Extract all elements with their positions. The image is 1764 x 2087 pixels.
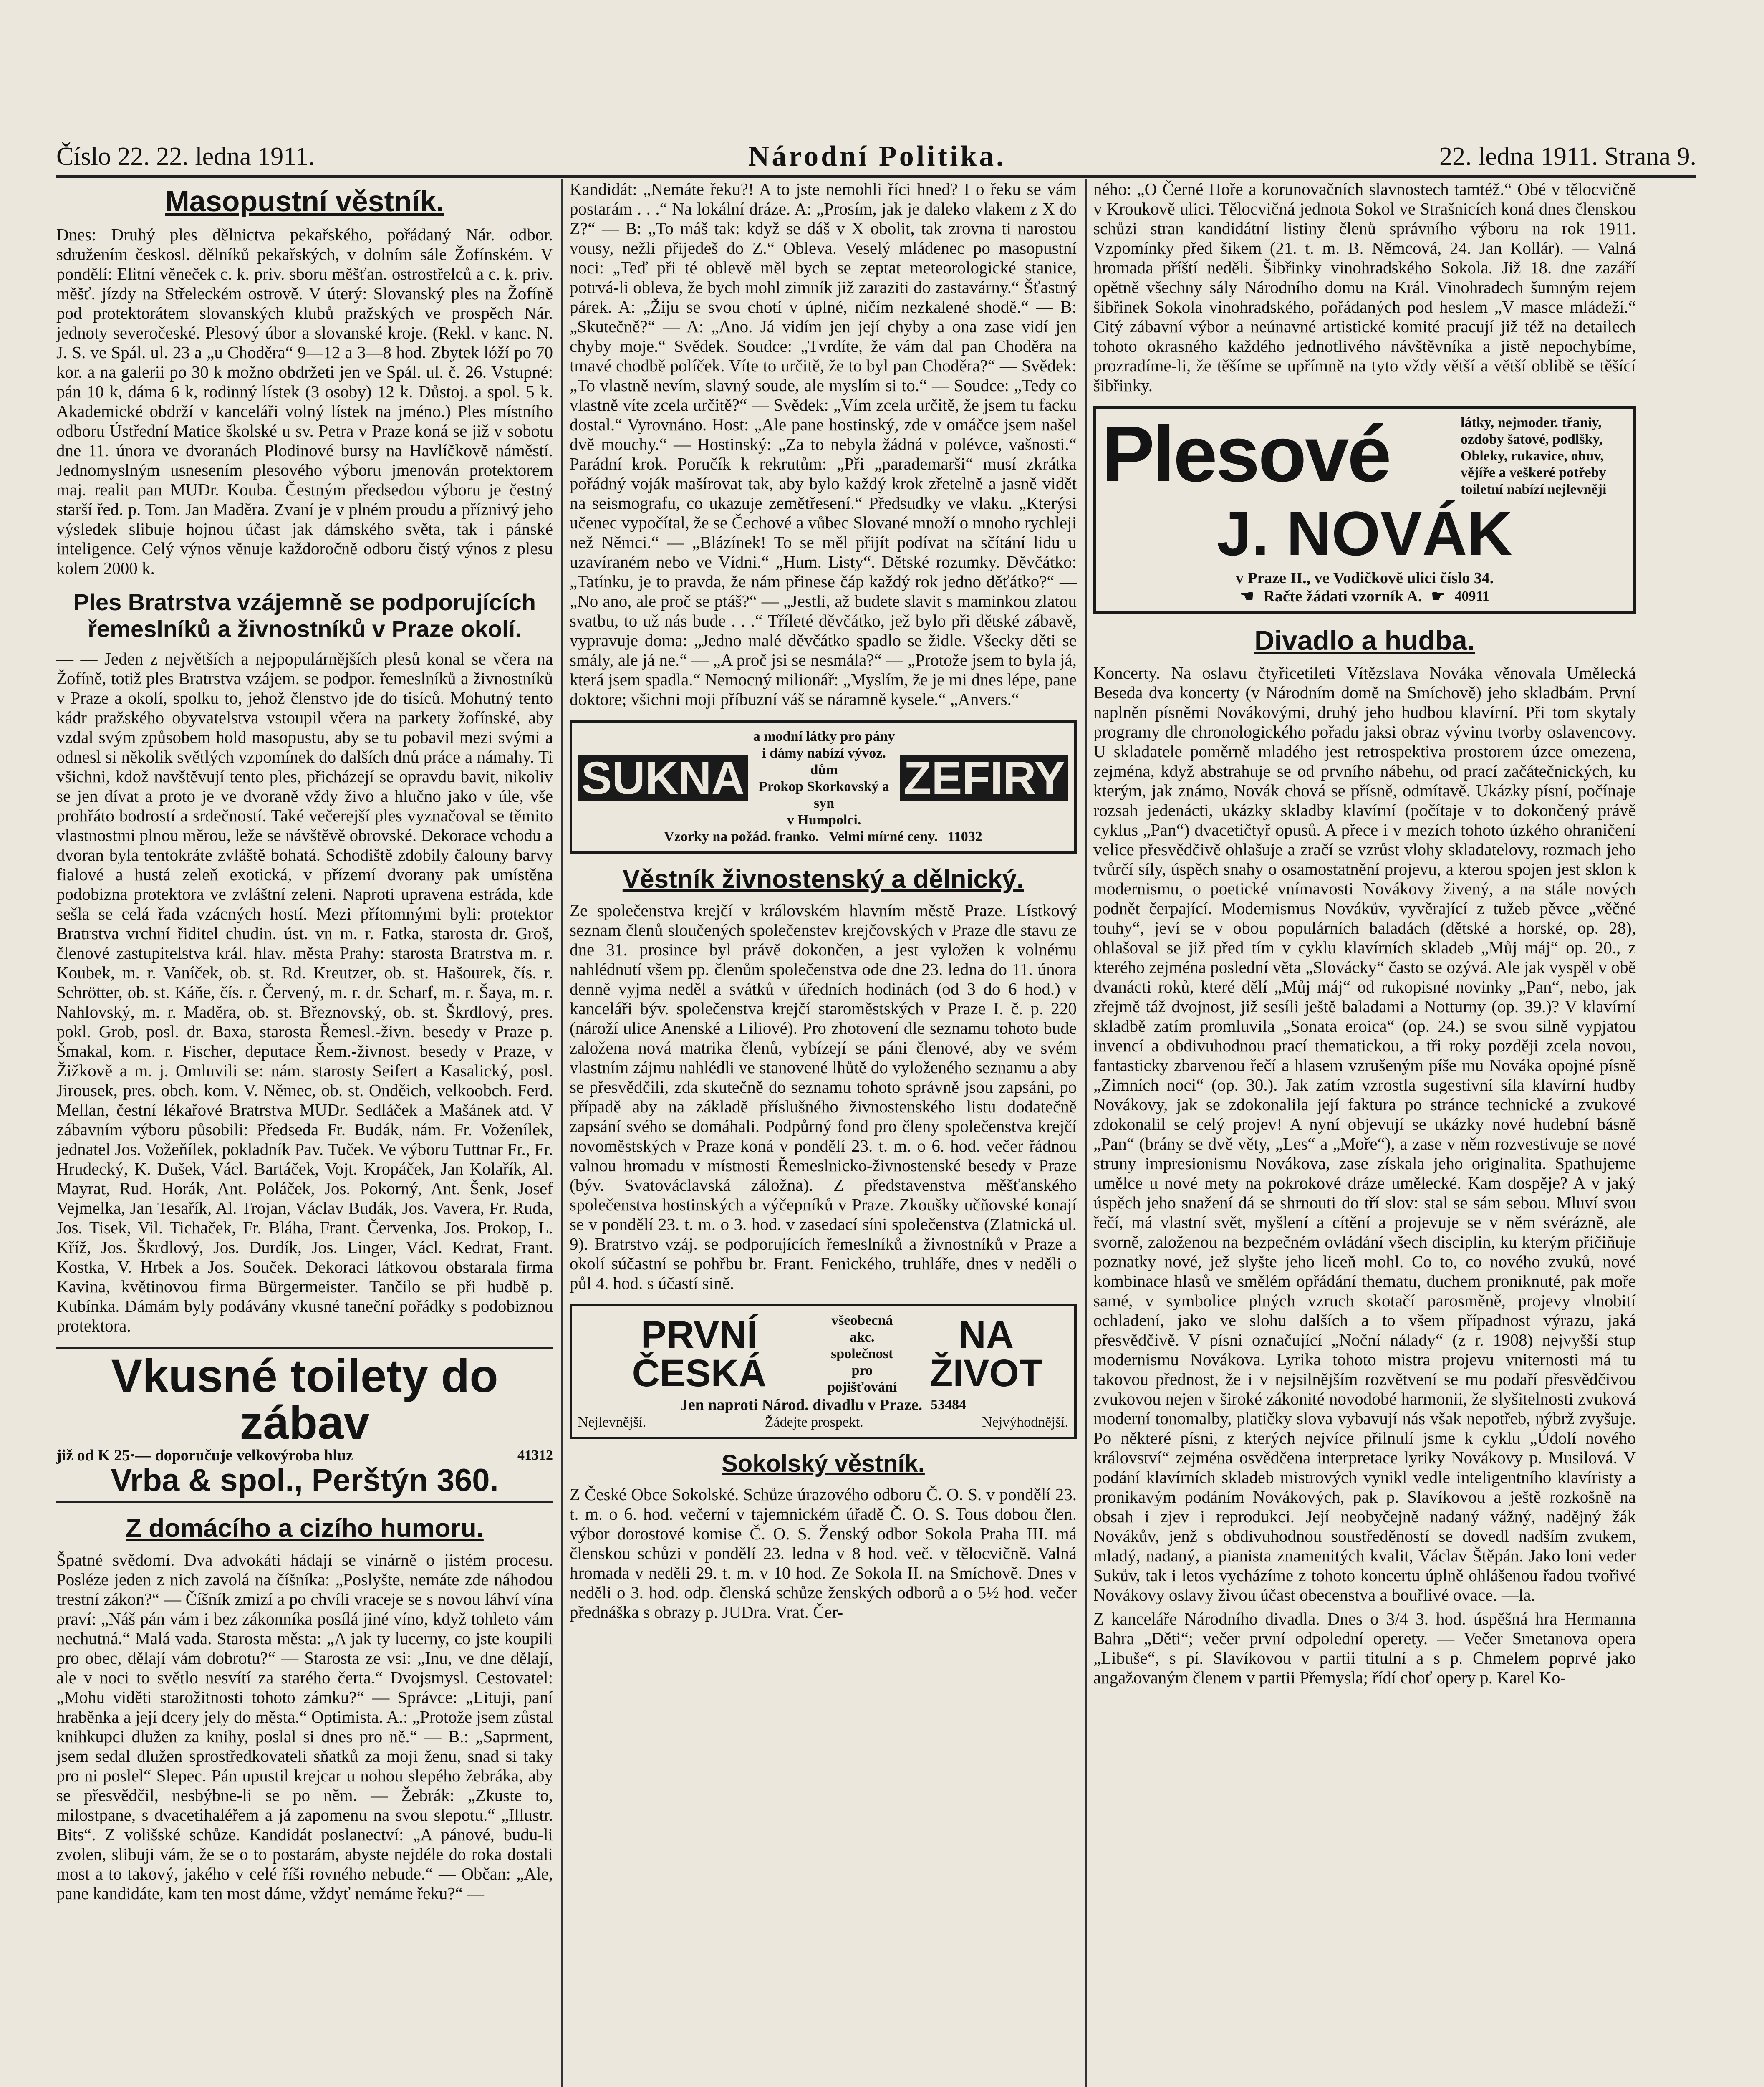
ad-text: v Humpolci. (787, 812, 861, 828)
ad-text: pro (851, 1363, 873, 1379)
ad-headline: Plesové (1102, 410, 1390, 498)
ad-headline: NA ŽIVOT (929, 1314, 1043, 1395)
column-2 (570, 179, 1077, 2087)
humor-continuation (570, 179, 1077, 709)
toilety-advertisement (56, 1347, 553, 1503)
sokol-section (570, 1450, 1077, 1622)
ad-text: i dámy nabízí vývoz. dům (762, 745, 886, 778)
ad-address: Jen naproti Národ. divadlu v Praze. (680, 1396, 923, 1414)
section-title: Sokolský věstník. (722, 1450, 925, 1478)
sukna-advertisement (570, 720, 1077, 854)
header-page-number: 22. ledna 1911. Strana 9. (1439, 142, 1696, 171)
ad-text: Vzorky na požád. franko. (664, 829, 819, 844)
article-text: Ze společenstva krejčí v královském hlavním městě Praze. Lístkový seznam členů sloučených společenstev krejčovských v Praze dle stavu ze dne 31. prosince byl právě dokončen, a jest vyložen k volnému nahlédnutí všem pp. členům společenstva ode dne 23. ledna do 11. února denně vyjma neděl a svátků v úředních hodinách (od 3 do 6 hod.) v kanceláři býv. společenstva krejčí staroměstských v Praze I. č. p. 220 (nároží ulice Anenské a Liliové). Pro zhotovení dle seznamu tohoto bude založena nová matrika členů, vybízejí se páni členové, aby ve svém vlastním zájmu nahlédli ve stanovené lhůtě do vyloženého seznamu a aby se přesvědčili, zda skutečně do seznamu tohoto správně jsou zapsáni, po případě aby na základě příslušného živnostenského listu dodatečně zapsání svého se domáhali. Podpůrný fond pro členy společenstva krejčí novoměstských v Praze koná v pondělí 23. t. m. o 6. hod. večer řádnou valnou hromadu v místnosti Řemeslnicko-živnostenské besedy v Praze (býv. Svatováclavská záložna). Z představenstva měšťanského společenstva hostinských a výčepníků v Praze. Zkoušky učňovské konají se v pondělí 23. t. m. o 3. hod. v zasedací síni společenstva (Zlatnická ul. 9). Bratrstvo vzáj. se podporujících řemeslníků a živnostníků v Praze a okolí súčastní se pohřbu br. Frant. Fenického, truhláře, dnes v neděli o půl 4. hod. s účastí sině. (570, 901, 1077, 1293)
ad-headline: SUKNA (578, 755, 748, 801)
humor-section (56, 1513, 553, 1903)
ad-text: Žádejte prospekt. (765, 1415, 863, 1430)
bratrstvo-section (56, 589, 553, 1336)
ad-headline: PRVNÍ ČESKÁ (632, 1314, 767, 1395)
ad-name: J. NOVÁK (1216, 498, 1513, 568)
ad-text: pojišťování (827, 1380, 897, 1395)
plesove-advertisement (1093, 406, 1636, 614)
divadlo-section (1093, 625, 1636, 1688)
ad-code: 11032 (947, 829, 982, 844)
column-divider (1085, 179, 1087, 2087)
prvni-ceska-advertisement (570, 1304, 1077, 1439)
article-text: ného: „O Černé Hoře a korunovačních slavnostech tamtéž.“ Obé v tělocvičně v Kroukově ulici. Tělocvičná jednota Sokol ve Strašnicích koná dnes členskou schůzi stran kandidátní listiny členů správního výboru na rok 1911. Vzpomínky před šikem (21. t. m. B. Němcová, 24. Jan Kollár). — Valná hromada příští neděli. Šibřinky vinohradského Sokola. Již 18. dne zazáří opětně všechny sály Národního domu na Král. Vinohradech šumným rejem šibřinek Sokola vinohradského, pořádaných pod heslem „V masce mládeží.“ Citý zábavní výbor a neúnavné artistické komité pracují již též na detailech tohoto okrasného každého jednotlivého návštěvníka a jistě nepochybíme, prozradíme-li, že těšíme se upřímně na tyto vždy větší a větší oblibě se těšící šibřinky. (1093, 179, 1636, 395)
column-1 (56, 179, 553, 2087)
masthead: Národní Politika. (748, 140, 1006, 172)
pointing-hand-icon: ☛ (1240, 588, 1254, 605)
section-title: Ples Bratrstva vzájemně se podporujících řemeslníků a živnostníků v Praze okolí. (73, 589, 536, 642)
column-3 (1093, 179, 1636, 2087)
pointing-hand-icon: ☛ (1431, 588, 1446, 605)
article-text: Dnes: Druhý ples dělnictva pekařského, pořádaný Nár. odbor. sdružením českosl. dělníků pekařských, v dolním sále Žofínském. V pondělí: Elitní věneček c. k. priv. sboru měšťan. ostrostřelců a c. k. priv. měšť. jízdy na Střeleckém ostrově. V úterý: Slovanský ples na Žofíně pod protektorátem slovanských klubů pražských ve prospěch Nár. jednoty severočeské. Plesový úbor a slovanské kroje. (Rekl. v kanc. N. J. S. ve Spál. ul. 23 a „u Choděra“ 9—12 a 3—8 hod. Zbytek lóží po 70 kor. a na galerii po 30 k možno obdržeti jen ve Spál. ul. č. 26. Vstupné: pán 10 k, dáma 6 k, rodinný lístek (3 osoby) 12 k. Důstoj. a spol. 5 k. Akademické obdrží v kanceláři volný lístek na jméno.) Ples místního odboru Ústřední Matice školské u sv. Petra v Praze koná se již v sobotu dne 11. února ve dvoranách Plodinové bursy na Havlíčkově náměstí. Jednomyslným usnesením plesového výboru jmenován protektorem maj. realit pan MUDr. Kouba. Čestným předsedou výboru je čestný starší řed. p. Tom. Jan Maděra. Zvaní je v plném proudu a příznivý jeho výsledek slibuje hojnou účast jak dámského světa, tak i pánské inteligence. Celý výnos věnuje každoročně odboru čistý výnos z plesu kolem 2000 k. (56, 225, 553, 578)
ad-code: 41312 (517, 1448, 553, 1463)
article-text: Z kanceláře Národního divadla. Dnes o 3/4 3. hod. úspěšná hra Hermanna Bahra „Děti“; večer první odpolední operety. — Večer Smetanova opera „Libuše“, s pí. Slavíkovou v partii titulní a s p. Chmelem poprvé jako angažovaným členem v partii Přemysla; řídí choť opery p. Karel Ko- (1093, 1609, 1636, 1687)
ad-code: 53484 (931, 1397, 967, 1413)
ad-code: 40911 (1454, 589, 1489, 604)
ad-text: Nejvýhodnější. (982, 1415, 1068, 1430)
ad-text: Nejlevnější. (578, 1415, 646, 1430)
ad-text: Velmi mírné ceny. (829, 829, 938, 844)
article-text: Špatné svědomí. Dva advokáti hádají se vinárně o jistém procesu. Posléze jeden z nich zavolá na číšníka: „Poslyšte, nemáte zde náhodou trestní zákon?“ — Číšník zmizí a po chvíli vraceje se s novou láhví vína praví: „Náš pán vám i bez zákonníka posílá jiné víno, když tohleto vám nechutná.“ Malá vada. Starosta města: „A jak ty lucerny, co jste koupili pro obec, dělají vám dobrotu?“ — Starosta ze vsi: „Inu, ve dne dělají, ale v noci to světlo nesvítí za starého čerta.“ Dvojsmysl. Cestovatel: „Mohu viděti starožitnosti tohoto zámku?“ — Správce: „Lituji, paní hraběnka a její dcery jely do města.“ Optimista. A.: „Protože jsem zůstal knihkupci dlužen za knihy, poslal si dnes pro ně.“ — B.: „Saprment, jsem sedal dlužen sprostředkovateli sňatků za moji ženu, snad si taky pro ni poslel“ Slepec. Pán upustil krejcar u nohou slepého žebráka, aby se přesvědčil, nesbýbne-li se po něm. — Žebrák: „Zkuste to, milostpane, s dvacetihaléřem a já zapomenu na svou slepotu.“ „Illustr. Bits“. Z volišské schůze. Kandidát poslanectví: „A pánové, budu-li zvolen, slibuji vám, že se o to postarám, abyste nejdéle do roka dostali most a to takový, jakého v celé říši rovného nebude.“ — Občan: „Ale, pane kandidáte, kam ten most dáme, vždyť nemáme řeku?“ — (56, 1550, 553, 1903)
masopust-section (56, 184, 553, 578)
ad-text: společnost (831, 1346, 893, 1362)
ad-headline: ZEFIRY (900, 755, 1068, 801)
section-title: Z domácího a cizího humoru. (126, 1514, 484, 1543)
article-text: Koncerty. Na oslavu čtyřicetileti Vítězslava Nováka věnovala Umělecká Beseda dva koncerty (v Národním domě na Smíchově) jeho skladbám. První naplněn písněmi Novákovými, druhý jeho hudbou klavírní. Při tom skytaly programy dle chronologického pořadu jaksi obraz vývinu tvorby oslavencovy. U skladatele poměrně mladého jest retrospektiva prostorem úzce omezena, zejména, když abstrahuje se od prvního nábehu, od prací začátečnických, ku kterým, jak známo, Novák chová se přísně, odmítavě. Ukázky písní, počínaje rozsah jedenácti, ukázky skladby klavírní (počítaje v to dokončený právě cyklus „Pan“) dvacetičtyř opusů. A přece i v mezích tohoto úzkého ohraničení velice přesvědčivě ohlašuje a zračí se vzrůst vlohy skladatelovy, rozmach jeho tvůrčí síly, úspěch snahy o osamostatnění projevu, a kterou spojen jest sklon k modernismu, o poetické vnímavosti Novákovy živený, a na stále nových podnět čerpající. Modernismus Novákův, vyvěrající z tužeb pěvce „věčné touhy“, jeví se v obou populárních baladách (dětské a horské, op. 28), ohlašoval se již před tím v cyklu klavírních skladeb „Můj máj“ op. 20., z kterého zejména poslední věta „Slovácky“ často se ozývá. Ale jak vyspěl v obě dvanácti roků, které dělí „Můj máj“ od rukopisné novinky „Pan“, nebo, jak zřejmě táž dvojnost, již sesíli ještě baladami a Notturny (op. 39.)? V klavírní skladbě zatím promluvila „Sonata eroica“ (op. 24.) se svou silně vypjatou invencí a obdivuhodnou prací thematickou, a tři roky později zcela novou, fantasticky zbarvenou řečí a hlasem vzrušeným píše mu Nováka opojné písně „Zimních noci“ (op. 30.). Jak zatím vzrostla sugestivní síla klavírní hudby Novákovy, jak se zdokonalila její faktura po stránce technické a zvukové zdokonalil se celý projev! A nyní objevují se ukázky nové hudební básně „Pan“ (brány se dvě věty, „Les“ a „Moře“), a zase v něm rozvestivuje se nové struny impresionismu Novákova, zase získala jeho originalita. Spathujeme umělce u nové mety na pokrokové dráze umělecké. Kam dospěje? A v jaký úspěch jeho snažení dá se shrnouti do tří slov: stal se sám sebou. Mluví svou řečí, má vlastní svět, myšlení a cítění a projevuje se v něm svérázně, ale svorně, založenou na bezpečném ovládání všech disciplin, ku kterým přičiňuje poznatky nové, jež slyšte jeho liceň mohl. Co to, co nového zvuků, nové kombinace hlasů ve smělém opřádání thematu, duchem proniknuté, pak moře samé, v symbolice plných vzruch skotačí parosměně, projevy vlnobití ochladení, jako ve slohu dalších a to všem případnost výrazu, jaká přesvědčivě. V písni označující „Noční nálady“ (z r. 1908) nejvyšší stup modernismu Novákova. Lyrika tohoto mistra projevu vniternosti má tu takovou přednost, že i v nejsilnějším rozvětvení se mu podaří přesvědčivou zvukovou nejen v široké zákonité novodobé harmonii, že slyšitelnosti zvuková moderní tonomalby, platičky slova vybavují nás však nepotřeb, nýbrž zvyšuje. Po některé písni, z kterých nejvíce přilnulí jsme k cyklu „Údolí nového království“ zejména osvědčena interpretace lyriky Novákovy p. Musilová. V podání klavírních skladeb mistrových vynikl vedle inteligentního klavíristy a pronikavým podáním Novákových, pak p. Slavíkovou a ještě rozkošně na obsah i zjev i reprodukci. Její neobyčejně nadaný vážný, nadějný žák Novákův, jenž s obdivuhodnou soustředěností se dovedl nadším zvukem, mladý, nadaný, a pianista znamenitých kvalit, Václav Štěpán. Jako loni veder Sukův, tak i letos vycházíme z tohoto koncertu úplně ohlášenou řadou tvořivé Novákovy oslavy živou účast obecenstva a bouřlivé ovace. —la. (1093, 663, 1636, 1604)
ad-address: v Praze II., ve Vodičkově ulici číslo 34. (1235, 569, 1494, 587)
article-text: — — Jeden z největších a nejpopulárnějších plesů konal se včera na Žofíně, totiž ples Bratrstva vzájem. se podpor. řemeslníků a živnostníků v Praze a okolí, spolku to, jehož členstvo jde do tisíců. Mohutný tento kádr pražského obyvatelstva vstoupil včera na parkety žofínské, aby vzdal svým způsobem hold masopustu, aby se tu pobavil mezi svými a odnesl si několik světlých vzpomínek do dalších dnů práce a námahy. Ti všichni, kdož navštěvují tento ples, přicházejí se opravdu bavit, nikoliv se jen dívat a proto je ve dvoraně vždy živo a hlučno jako v úle, vše prohřáto bodrostí a srdečností. Také večerejší ples vyznačoval se těmito vlastnostmi plnou měrou, leže se návštěvě obrovské. Dekorace vchodu a dvoran byla tentokráte zvláště bohatá. Schodiště zdobily čalouny barvy fialové a hustá zeleň exotická, v přízemí dvorany pak umístěna podobizna protektora ve zvláštní zeleni. Naproti upravena estráda, kde sešla se celá řada vzácných hostí. Mezi přítomnými byli: protektor Bratrstva vrchní řiditel chudin. úst. vn m. r. Fatka, starosta dr. Groš, členové zastupitelstva král. hlav. města Prahy: starosta Bratrstva m. r. Koubek, m. r. Vaníček, ob. st. Rd. Kreutzer, ob. st. Hašourek, čís. r. Schrötter, ob. st. Káňe, čís. r. Červený, m. r. dr. Scharf, m. r. Šaya, m. r. Nahlovský, m. r. Maděra, ob. st. Březnovský, ob. st. Škrdlový, pres. pokl. Grob, posl. dr. Baxa, starosta Řemesl.-živn. besedy v Praze p. Šmakal, kom. r. Fischer, deputace Řem.-živnost. besedy v Praze, v Žižkově a m. j. Omluvili se: nám. starosty Seifert a Kasalický, posl. Jirousek, pres. obch. kom. V. Němec, ob. st. Onděich, velkoobch. Ferd. Mellan, čestní lékařové Bratrstva MUDr. Sedláček a Mašánek atd. V zábavním výboru působili: Předseda Fr. Budák, nám. Fr. Voženílek, jednatel Jos. Vožeňílek, pokladník Pav. Tuček. Ve výboru Tuttnar Fr., Fr. Hrudecký, K. Dušek, Václ. Bartáček, Vojt. Kropáček, Jan Kolařík, Al. Mayrat, Rud. Horák, Ant. Poláček, Jos. Pokorný, Ant. Šenk, Josef Vejmelka, Jan Tesařík, Al. Trojan, Václav Budák, Jos. Vavera, Fr. Ruda, Jos. Tisek, Vil. Tichaček, Fr. Bláha, Frant. Červenka, Jos. Prokop, L. Kříž, Jos. Škrdlový, Jos. Durdík, Jos. Linger, Václ. Kedrat, Frant. Kostka, V. Hrbek a Jos. Souček. Dekoraci látkovou obstarala firma Kavina, květinovou firma Bürgermeister. Tančilo se při hudbě p. Kubínka. Dámám byly podávány vkusné taneční pořádky s podobiznou protektora. (56, 649, 553, 1336)
article-text: Kandidát: „Nemáte řeku?! A to jste nemohli říci hned? I o řeku se vám postarám . . .“ Na lokální dráze. A: „Prosím, jak je daleko vlakem z X do Z?“ — B: „To máš tak: když se dáš v X obolit, tak zrovna ti narostou vousy, nežli přijedeš do Z.“ Obleva. Veselý mládenec po masopustní noci: „Teď při té oblevě měl bych se zeptat meteorologické stanice, potrvá-li obleva, že bych mohl zimník již zaraziti do zastavárny.“ Šťastný párek. A: „Žiju se svou chotí v úplné, ničím nezkalené shodě.“ — B: „Skutečně?“ — A: „Ano. Já vidím jen její chyby a ona zase vidí jen chyby moje.“ Svědek. Soudce: „Tvrdíte, že vám dal pan Choděra na tmavé chodbě políček. Víte to určitě, že to byl pan Choděra?“ — Svědek: „To vlastně nevím, slavný soude, ale myslím si to.“ — Soudce: „Tedy co vlastně víte zcela určitě?“ — Svědek: „Vím zcela určitě, že jsem tu facku dostal.“ Vyrovnáno. Host: „Ale pane hostinský, zde v omáčce jsem našel dvě mouchy.“ — Hostinský: „Za to nebyla žádná v polévce, vašnosti.“ Parádní krok. Poručík k rekrutům: „Při „parademarši“ musí zkrátka pořádný voják mašírovat tak, aby bylo každý krok zřetelně a jasně vidět na seismografu, co ukazuje zemětřesení.“ Předsudky ve vlaku. „Kterýsi učenec vypočítal, že se Čechové a vůbec Slované množí o mnoho rychleji než Němci.“ — „Blázínek! To se měl přijít podívat na sčítání lidu u uzavíraném nebo ve Vídni.“ „Hum. Listy“. Dětské rozumky. Děvčátko: „Tatínku, je to pravda, že nám přinese čáp každý rok jedno děťátko?“ — „No ano, ale proč se ptáš?“ — „Jestli, až budete slavit s maminkou zlatou svatbu, to už nás bude . . .“ Tříleté děvčátko, jež bylo při dětské zábavě, vypravuje doma: „Jedno malé děvčátko spadlo se židle. Všecky děti se smály, ale já ne.“ — „A proč jsi se nesmála?“ — „Protože jsem to byla já, která jsem spadla.“ Nemocný milionář: „Myslím, že je mi dnes lépe, pane doktore; všichni moji příbuzní váš se náramně kysele.“ „Anvers.“ (570, 179, 1077, 709)
ad-text: látky, nejmoder. třaniy, ozdoby šatové, podlšky, Obleky, rukavice, obuv, vějíře a veškeré potřeby toiletní nabízí nejlevněji (1461, 415, 1607, 497)
ad-address: Vrba & spol., Perštýn 360. (111, 1463, 499, 1498)
sokol-continuation (1093, 179, 1636, 395)
ad-text: Račte žádati vzorník A. (1263, 588, 1422, 605)
header-issue-date: Číslo 22. 22. ledna 1911. (56, 142, 315, 171)
section-title: Věstník živnostenský a dělnický. (622, 865, 1024, 894)
ad-text: již od K 25·— doporučuje velkovýroba hluz (56, 1447, 353, 1465)
article-text: Z České Obce Sokolské. Schůze úrazového odboru Č. O. S. v pondělí 23. t. m. o 6. hod. večerní v tajemnickém úřadě Č. O. S. Tous dobou člen. výbor dorostové komise Č. O. S. Ženský odbor Sokola Praha III. má členskou schůzi v pondělí 23. ledna v 8 hod. več. v tělocvičně. Valná hromada v neděli 29. t. m. v 10 hod. Ze Sokola II. na Smíchově. Dnes v neděli o 3. hod. odp. členská schůze ženských odborů a o 5½ hod. večer přednáška s obrazy p. JUDra. Vrat. Čer- (570, 1484, 1077, 1622)
ad-headline: Vkusné toilety do zábav (111, 1350, 498, 1449)
ad-text: všeobecná akc. (831, 1313, 893, 1345)
ad-text: a modní látky pro pány (753, 729, 895, 744)
ad-text: Prokop Skorkovský a syn (759, 779, 890, 811)
vestnik-section (570, 864, 1077, 1293)
section-title: Divadlo a hudba. (1254, 625, 1475, 656)
page-header (56, 138, 1696, 175)
section-title: Masopustní věstník. (165, 185, 444, 217)
header-rule (56, 175, 1696, 178)
column-divider (561, 179, 563, 2087)
